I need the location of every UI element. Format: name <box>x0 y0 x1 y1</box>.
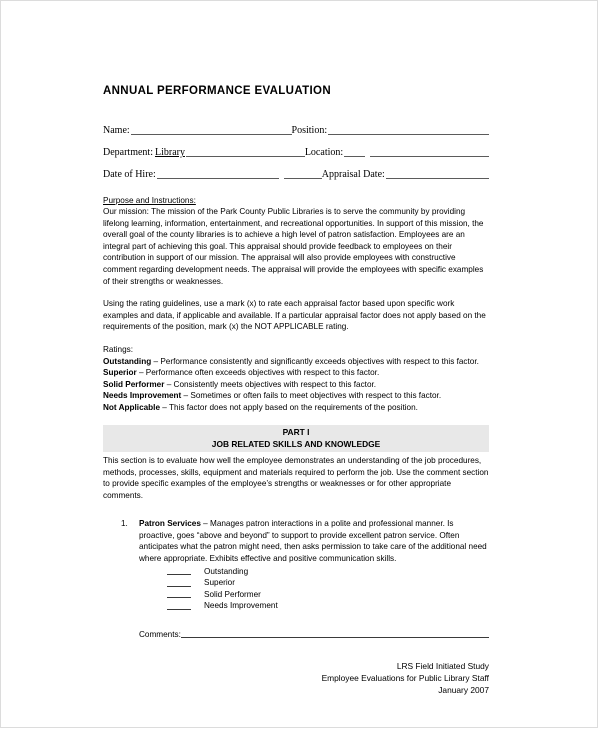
department-label: Department: <box>103 147 153 158</box>
footer-line-study: LRS Field Initiated Study <box>396 661 489 672</box>
rating-term-needs-improvement: Needs Improvement <box>103 391 182 401</box>
rating-option-list <box>139 566 489 612</box>
date-of-hire-input[interactable] <box>157 169 279 179</box>
footer-line-subject: Employee Evaluations for Public Library Staff <box>321 672 489 683</box>
name-input[interactable] <box>131 125 292 135</box>
document-footer <box>103 661 489 696</box>
form-row-department <box>103 147 489 158</box>
rating-option-label: Outstanding <box>204 566 249 576</box>
rating-term-not-applicable: Not Applicable <box>103 402 161 412</box>
factor-description: – Manages patron interactions in a polite and professional manner. Is proactive, goes “above and beyond” to support to provide excellent patron service. Often anticipates what the patron might need, then asks permission to take care of the additional need where appropriate. Exhibits effective and positive communication skills. <box>139 519 487 564</box>
rating-option-superior[interactable] <box>139 577 489 589</box>
ratings-label: Ratings: <box>103 344 134 354</box>
rating-option-label: Superior <box>204 578 235 588</box>
date-of-hire-input-extra[interactable] <box>284 169 322 179</box>
rating-option-blank[interactable] <box>167 566 191 575</box>
comments-input[interactable] <box>181 628 489 638</box>
rating-term-superior: Superior <box>103 368 137 378</box>
factor-item-patron-services <box>103 518 489 612</box>
document-sheet <box>103 85 489 696</box>
rating-text-needs-improvement: – Sometimes or often fails to meet objectives with respect to this factor. <box>181 391 442 401</box>
guidelines-paragraph: Using the rating guidelines, use a mark (x) to rate each appraisal factor based upon specific work examples and data, if applicable and available. If a particular appraisal factor does not apply based on the requirements of the position, mark (x) the NOT APPLICABLE rating. <box>103 299 486 332</box>
rating-definition-outstanding <box>103 356 489 368</box>
part-one-subtitle: JOB RELATED SKILLS AND KNOWLEDGE <box>211 438 381 449</box>
factor-list <box>103 518 489 612</box>
page-title: ANNUAL PERFORMANCE EVALUATION <box>103 85 332 97</box>
comments-label: Comments: <box>139 630 181 640</box>
rating-definition-solid-performer <box>103 379 489 391</box>
rating-term-solid-performer: Solid Performer <box>103 379 165 389</box>
rating-definition-needs-improvement <box>103 390 489 402</box>
rating-text-not-applicable: – This factor does not apply based on the requirements of the position. <box>160 402 418 412</box>
rating-option-blank[interactable] <box>167 589 191 598</box>
rating-text-solid-performer: – Consistently meets objectives with respect to this factor. <box>164 379 377 389</box>
position-input[interactable] <box>328 125 489 135</box>
department-value[interactable]: Library <box>154 147 185 158</box>
location-input-a[interactable] <box>344 147 365 157</box>
rating-option-label: Needs Improvement <box>204 601 278 611</box>
purpose-heading: Purpose and Instructions: <box>103 196 196 205</box>
comments-row <box>103 628 489 639</box>
employee-info-form <box>103 125 489 180</box>
appraisal-date-input[interactable] <box>386 169 489 179</box>
date-of-hire-label: Date of Hire: <box>103 169 156 180</box>
rating-option-solid-performer[interactable] <box>139 589 489 601</box>
factor-number: 1. <box>121 519 128 529</box>
rating-option-blank[interactable] <box>167 578 191 587</box>
rating-text-superior: – Performance often exceeds objectives with respect to this factor. <box>136 368 380 378</box>
position-label: Position: <box>291 125 328 136</box>
form-row-date-of-hire <box>103 169 489 180</box>
rating-option-needs-improvement[interactable] <box>139 600 489 612</box>
department-input[interactable] <box>186 147 305 157</box>
form-row-name <box>103 125 489 136</box>
location-label: Location: <box>304 147 344 158</box>
rating-option-blank[interactable] <box>167 601 191 610</box>
part-one-description: This section is to evaluate how well the employee demonstrates an understanding of the job procedures, methods, processes, skills, equipment and materials required to perform the job. Use the comment section to provide specific examples of the employee’s strengths or weaknesses or for other appropriate comments. <box>103 455 489 500</box>
part-one-header <box>103 425 489 452</box>
name-label: Name: <box>103 125 130 136</box>
purpose-paragraph: Our mission: The mission of the Park County Public Libraries is to serve the community by providing lifelong learning, information, entertainment, and recreational opportunities. In support of this mission, the overall goal of the county libraries is to achieve a high level of patron satisfaction. Employees are an integral part of achieving this goal. This appraisal should provide feedback to employees on their contribution in support of our mission. The appraisal will also provide employees with constructive comment regarding development needs. The appraisal will provide the employees with specific examples of their strengths or weaknesses. <box>103 207 484 286</box>
appraisal-date-label: Appraisal Date: <box>321 169 385 180</box>
rating-definition-superior <box>103 367 489 379</box>
rating-definition-not-applicable <box>103 402 489 414</box>
location-input-b[interactable] <box>370 147 489 157</box>
factor-body <box>139 519 487 563</box>
factor-term: Patron Services <box>139 519 201 529</box>
footer-line-date: January 2007 <box>438 684 489 695</box>
rating-text-outstanding: – Performance consistently and significantly exceeds objectives with respect to this factor. <box>151 356 479 366</box>
rating-term-outstanding: Outstanding <box>103 356 152 366</box>
rating-option-outstanding[interactable] <box>139 566 489 578</box>
part-one-title: PART I <box>282 426 310 437</box>
rating-option-label: Solid Performer <box>204 589 261 599</box>
